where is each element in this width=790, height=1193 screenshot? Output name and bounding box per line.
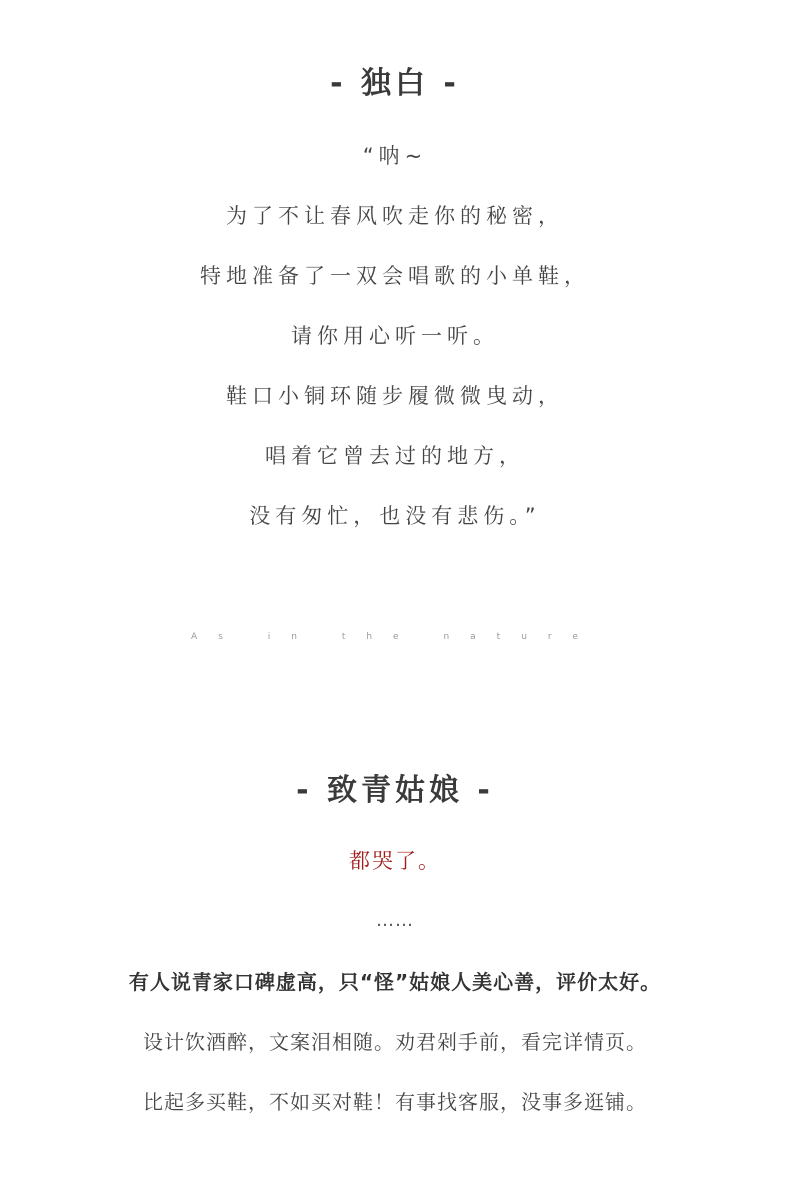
poem-line: 鞋口小铜环随步履微微曳动， bbox=[226, 384, 564, 408]
poem-line: 特地准备了一双会唱歌的小单鞋， bbox=[200, 264, 590, 288]
ellipsis: …… bbox=[376, 910, 414, 931]
highlight-text: 都哭了。 bbox=[349, 849, 441, 873]
nature-tagline: As in the nature bbox=[191, 632, 599, 642]
paragraph: 比起多买鞋，不如买对鞋！有事找客服，没事多逛铺。 bbox=[143, 1090, 647, 1114]
paragraph: 设计饮酒醉，文案泪相随。劝君剁手前，看完详情页。 bbox=[143, 1030, 647, 1054]
poem-line: 唱着它曾去过的地方， bbox=[265, 444, 525, 468]
poem-line: 为了不让春风吹走你的秘密， bbox=[226, 204, 564, 228]
poem-line: 请你用心听一听。 bbox=[291, 324, 499, 348]
poem-line: 没有匆忙，也没有悲伤。” bbox=[249, 504, 541, 528]
dedication-title: - 致青姑娘 - bbox=[296, 773, 494, 808]
monologue-title: - 独白 - bbox=[330, 66, 460, 101]
paragraph-bold: 有人说青家口碑虚高，只“怪”姑娘人美心善，评价太好。 bbox=[128, 970, 662, 994]
poem-line: “呐~ bbox=[362, 144, 428, 168]
